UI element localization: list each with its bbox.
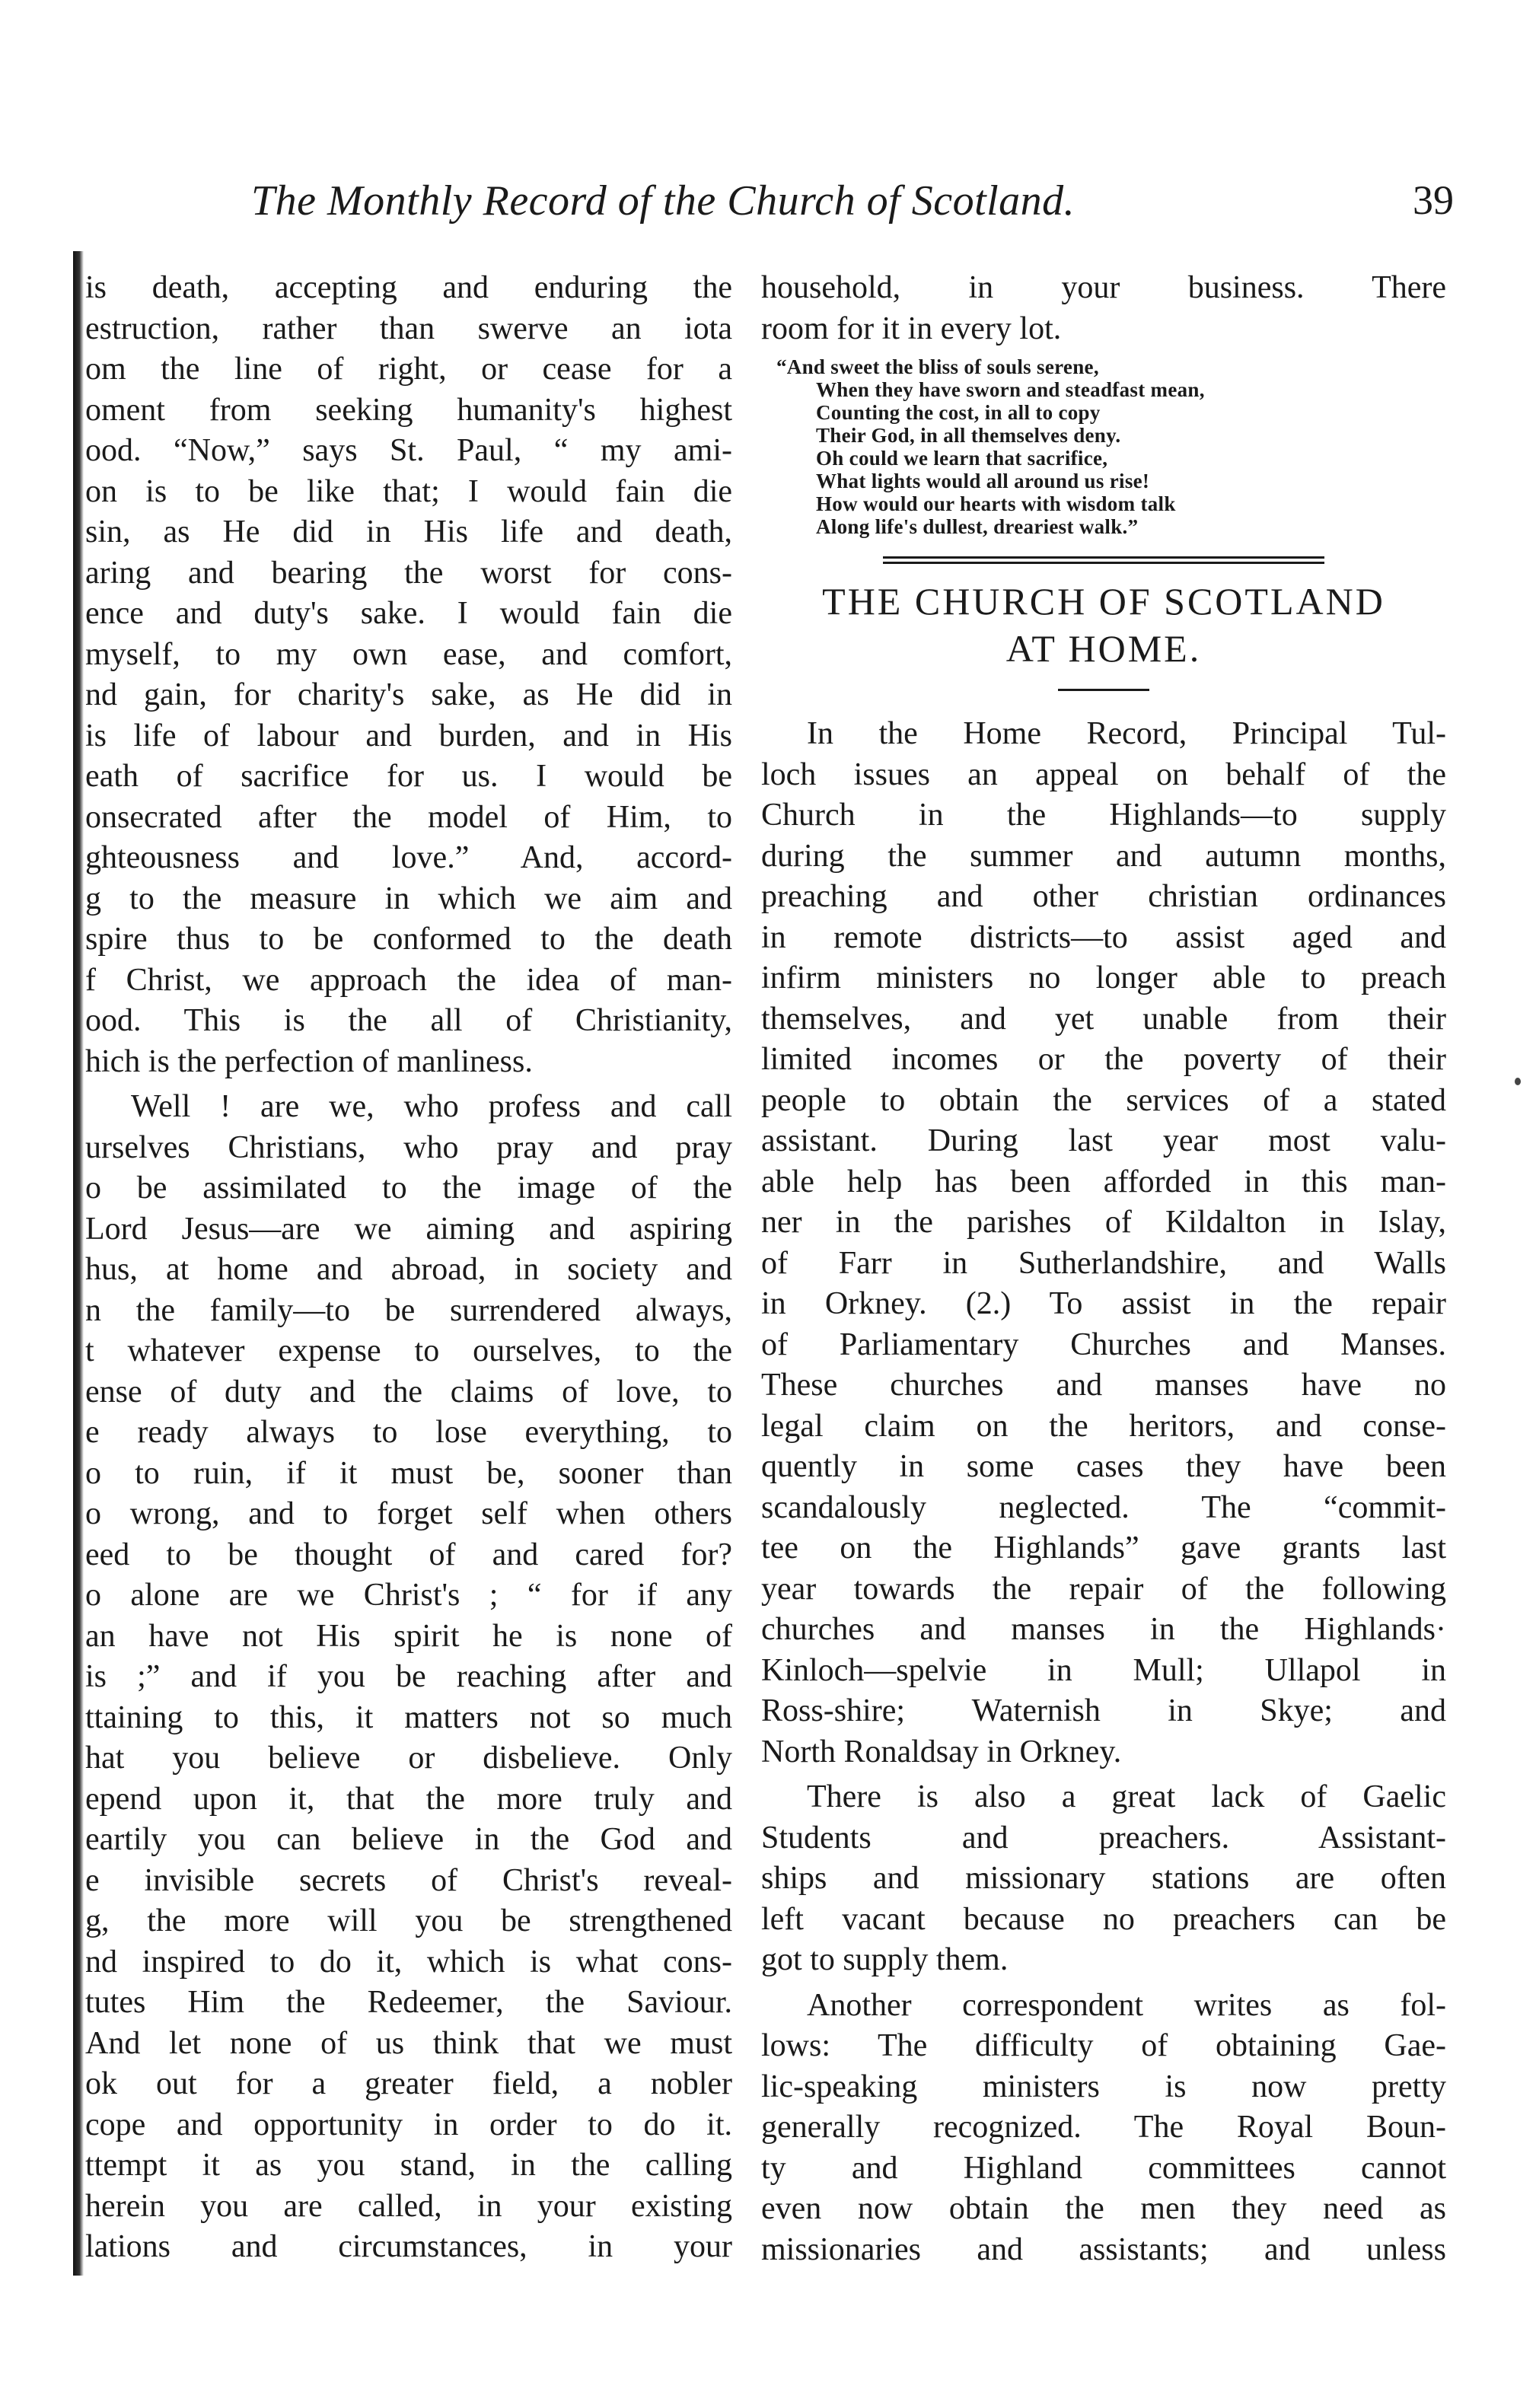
text-line: got to supply them. (761, 1942, 1009, 1977)
text-line: people to obtain the services of a stated (761, 1082, 1446, 1118)
text-line: even now obtain the men they need as (761, 2191, 1446, 2226)
text-line: ense of duty and the claims of love, to (85, 1374, 732, 1409)
text-line: ence and duty's sake. I would fain die (85, 596, 732, 631)
text-line: hus, at home and abroad, in society and (85, 1252, 732, 1287)
verse-line: Oh could we learn that sacrifice, (816, 447, 1108, 470)
text-line: ok out for a greater field, a nobler (85, 2066, 732, 2101)
section-heading-line-2: AT HOME. (1005, 627, 1202, 670)
right-column (761, 268, 1446, 2292)
text-line: Lord Jesus—are we aiming and aspiring (85, 1211, 732, 1247)
text-line: ood. “Now,” says St. Paul, “ my ami- (85, 433, 732, 468)
text-line: myself, to my own ease, and comfort, (85, 636, 732, 672)
text-line: sin, as He did in His life and death, (85, 514, 732, 549)
right-paragraph-3 (761, 1986, 1446, 2271)
text-line: of Parliamentary Churches and Manses. (761, 1327, 1446, 1362)
right-paragraph-2 (761, 1777, 1446, 1981)
text-line: eed to be thought of and cared for? (85, 1537, 732, 1572)
text-line: o alone are we Christ's ; “ for if any (85, 1578, 732, 1613)
text-line: hat you believe or disbelieve. Only (85, 1741, 732, 1776)
text-line: is ;” and if you be reaching after and (85, 1659, 732, 1694)
text-line: o to ruin, if it must be, sooner than (85, 1455, 732, 1491)
verse-line: “And sweet the bliss of souls serene, (776, 355, 1099, 378)
print-speck (1515, 1078, 1521, 1085)
text-line: loch issues an appeal on behalf of the (761, 756, 1446, 792)
right-intro (761, 268, 1446, 349)
text-line: In the Home Record, Principal Tul- (807, 716, 1446, 751)
text-line: assistant. During last year most valu- (761, 1123, 1446, 1158)
verse-line: Along life's dullest, dreariest walk.” (816, 515, 1139, 538)
verse-line: When they have sworn and steadfast mean, (816, 378, 1205, 401)
text-line: Church in the Highlands—to supply (761, 798, 1446, 833)
text-line: o wrong, and to forget self when others (85, 1496, 732, 1531)
text-line: Kinloch—spelvie in Mull; Ullapol in (761, 1652, 1446, 1688)
text-line: in remote districts—to assist aged and (761, 919, 1446, 955)
text-line: f Christ, we approach the idea of man- (85, 962, 732, 998)
section-heading-line-1: THE CHURCH OF SCOTLAND (822, 580, 1385, 623)
text-line: oment from seeking humanity's highest (85, 392, 732, 428)
text-line: tee on the Highlands” gave grants last (761, 1530, 1446, 1566)
text-line: tutes Him the Redeemer, the Saviour. (85, 1985, 732, 2020)
text-line: lations and circumstances, in your (85, 2229, 732, 2264)
text-line: of Farr in Sutherlandshire, and Walls (761, 1245, 1446, 1281)
text-line: generally recognized. The Royal Boun- (761, 2110, 1446, 2145)
text-line: herein you are called, in your existing (85, 2188, 732, 2224)
text-line: onsecrated after the model of Him, to (85, 799, 732, 835)
text-line: aring and bearing the worst for cons- (85, 555, 732, 591)
text-line: North Ronaldsay in Orkney. (761, 1734, 1122, 1769)
text-line: an have not His spirit he is none of (85, 1618, 732, 1654)
text-line: ttempt it as you stand, in the calling (85, 2148, 732, 2183)
text-line: Well ! are we, who profess and call (131, 1089, 732, 1124)
left-paragraph-2 (85, 1087, 732, 2268)
text-line: quently in some cases they have been (761, 1449, 1446, 1484)
text-line: om the line of right, or cease for a (85, 352, 732, 387)
text-line: infirm ministers no longer able to preach (761, 960, 1446, 995)
text-line: limited incomes or the poverty of their (761, 1042, 1446, 1077)
section-divider (883, 556, 1324, 564)
text-line: is life of labour and burden, and in His (85, 718, 732, 753)
text-line: scandalously neglected. The “commit- (761, 1489, 1446, 1525)
text-line: urselves Christians, who pray and pray (85, 1129, 732, 1165)
text-line: n the family—to be surrendered always, (85, 1292, 732, 1328)
text-line: eartily you can believe in the God and (85, 1822, 732, 1857)
page-header (251, 177, 1454, 230)
text-line: legal claim on the heritors, and conse- (761, 1408, 1446, 1444)
page-number: 39 (1413, 177, 1454, 223)
text-line: ghteousness and love.” And, accord- (85, 840, 732, 875)
text-line: ty and Highland committees cannot (761, 2150, 1446, 2186)
running-title: The Monthly Record of the Church of Scotland. (251, 177, 1076, 225)
text-line: is death, accepting and enduring the (85, 270, 732, 305)
text-line: ner in the parishes of Kildalton in Islay, (761, 1205, 1446, 1240)
left-column (85, 268, 732, 2292)
verse-quotation (776, 355, 1446, 538)
text-line: lic-speaking ministers is now pretty (761, 2069, 1446, 2104)
text-line: nd gain, for charity's sake, as He did in (85, 677, 732, 712)
text-line: preaching and other christian ordinances (761, 879, 1446, 914)
text-line: on is to be like that; I would fain die (85, 473, 732, 509)
right-paragraph-1 (761, 714, 1446, 1773)
text-line: There is also a great lack of Gaelic (807, 1779, 1446, 1814)
text-line: Another correspondent writes as fol- (807, 1987, 1446, 2023)
text-line: g, the more will you be strengthened (85, 1903, 732, 1938)
text-line: cope and opportunity in order to do it. (85, 2107, 732, 2142)
section-heading (761, 578, 1446, 672)
verse-line: Counting the cost, in all to copy (816, 401, 1101, 424)
text-line: nd inspired to do it, which is what cons- (85, 1944, 732, 1980)
text-line: hich is the perfection of manliness. (85, 1043, 533, 1079)
verse-line: What lights would all around us rise! (816, 470, 1150, 492)
text-line: year towards the repair of the following (761, 1571, 1446, 1607)
text-line: lows: The difficulty of obtaining Gae- (761, 2028, 1446, 2063)
text-line: And let none of us think that we must (85, 2025, 732, 2061)
text-line: eath of sacrifice for us. I would be (85, 759, 732, 794)
text-line: Ross-shire; Waternish in Skye; and (761, 1693, 1446, 1728)
text-line: e ready always to lose everything, to (85, 1415, 732, 1450)
heading-rule (1058, 689, 1149, 691)
text-line: epend upon it, that the more truly and (85, 1781, 732, 1817)
text-line: These churches and manses have no (761, 1368, 1446, 1403)
text-line: estruction, rather than swerve an iota (85, 311, 732, 346)
text-line: left vacant because no preachers can be (761, 1901, 1446, 1937)
text-line: able help has been afforded in this man- (761, 1164, 1446, 1199)
text-line: ood. This is the all of Christianity, (85, 1003, 732, 1038)
text-line: Students and preachers. Assistant- (761, 1820, 1446, 1855)
text-line: household, in your business. There (761, 270, 1446, 305)
text-line: t whatever expense to ourselves, to the (85, 1333, 732, 1368)
text-line: churches and manses in the Highlands· (761, 1612, 1446, 1647)
text-line: missionaries and assistants; and unless (761, 2231, 1446, 2267)
text-line: spire thus to be conformed to the death (85, 922, 732, 957)
text-line: ships and missionary stations are often (761, 1861, 1446, 1896)
text-line: themselves, and yet unable from their (761, 1001, 1446, 1037)
verse-line: How would our hearts with wisdom talk (816, 492, 1176, 515)
text-line: room for it in every lot. (761, 311, 1062, 346)
left-paragraph-1 (85, 268, 732, 1082)
text-line: e invisible secrets of Christ's reveal- (85, 1862, 732, 1898)
verse-line: Their God, in all themselves deny. (816, 424, 1121, 447)
binding-shadow (73, 251, 84, 2276)
text-line: ttaining to this, it matters not so much (85, 1699, 732, 1735)
text-line: g to the measure in which we aim and (85, 881, 732, 916)
text-line: o be assimilated to the image of the (85, 1171, 732, 1206)
text-line: during the summer and autumn months, (761, 838, 1446, 874)
text-line: in Orkney. (2.) To assist in the repair (761, 1286, 1446, 1321)
